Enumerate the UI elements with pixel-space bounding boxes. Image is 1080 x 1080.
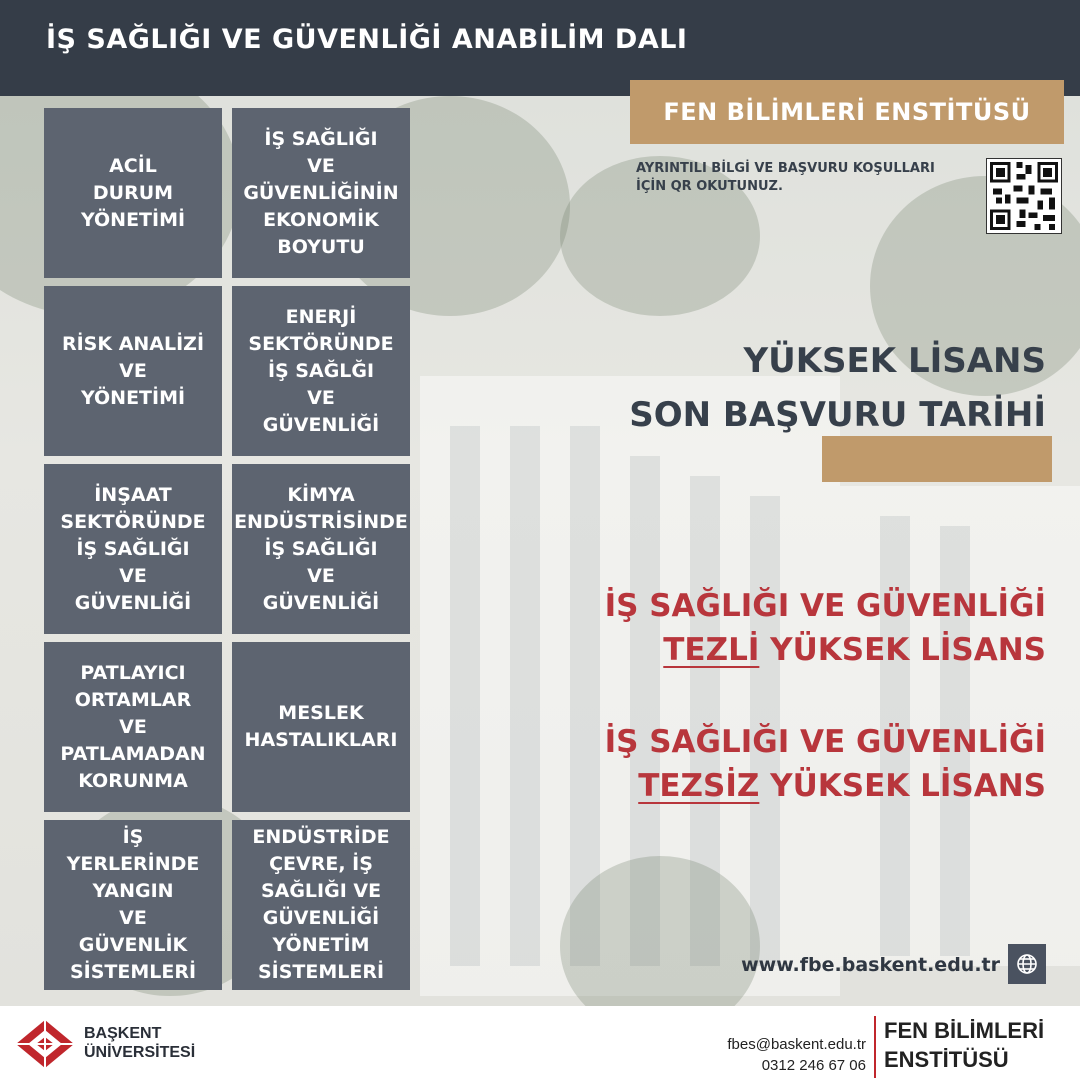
contact-phone[interactable]: 0312 246 67 06 [761, 1057, 866, 1074]
website-link[interactable]: www.fbe.baskent.edu.tr [741, 954, 1000, 976]
course-tile [44, 286, 222, 456]
university-name-line2: ÜNİVERSİTESİ [84, 1044, 196, 1061]
deadline-heading [629, 334, 1046, 442]
course-tile [44, 642, 222, 812]
footer-institute-line2: ENSTİTÜSÜ [884, 1047, 1009, 1072]
course-label: İŞ YERLERİNDE YANGIN VE GÜVENLİK SİSTEMLERİ [66, 826, 200, 983]
footer [0, 1006, 1080, 1080]
deadline-line2: SON BAŞVURU TARİHİ [629, 395, 1046, 435]
program-thesis [605, 584, 1046, 672]
globe-icon[interactable] [1008, 944, 1046, 984]
institute-badge-label: FEN BİLİMLERİ ENSTİTÜSÜ [663, 98, 1031, 126]
contact-info [727, 1034, 866, 1076]
course-label: MESLEK HASTALIKLARI [244, 702, 398, 751]
deadline-line1: YÜKSEK LİSANS [743, 341, 1046, 381]
course-tile [232, 642, 410, 812]
qr-code-icon[interactable] [986, 158, 1062, 234]
course-label: İNŞAAT SEKTÖRÜNDE İŞ SAĞLIĞI VE GÜVENLİĞİ [60, 483, 206, 614]
qr-note-line1: AYRINTILI BİLGİ VE BAŞVURU KOŞULLARI [636, 161, 935, 176]
divider [874, 1016, 876, 1078]
course-label: ENDÜSTRİDE ÇEVRE, İŞ SAĞLIĞI VE GÜVENLİĞİ YÖNETİM SİSTEMLERİ [252, 826, 390, 983]
qr-note [636, 160, 976, 196]
course-tile [232, 286, 410, 456]
program-type: TEZSİZ [638, 768, 760, 804]
course-tile [232, 464, 410, 634]
program-non-thesis [605, 720, 1046, 808]
course-tile [232, 108, 410, 278]
course-label: PATLAYICI ORTAMLAR VE PATLAMADAN KORUNMA [60, 661, 206, 792]
course-tile [44, 464, 222, 634]
page-title: İŞ SAĞLIĞI VE GÜVENLİĞİ ANABİLİM DALI [46, 24, 688, 55]
course-tile [44, 820, 222, 990]
qr-note-line2: İÇİN QR OKUTUNUZ. [636, 179, 783, 194]
university-name-line1: BAŞKENT [84, 1025, 162, 1042]
course-tile [44, 108, 222, 278]
program-line1: İŞ SAĞLIĞI VE GÜVENLİĞİ [604, 724, 1046, 760]
university-name [84, 1024, 195, 1062]
institute-badge [630, 80, 1064, 144]
program-rest: YÜKSEK LİSANS [759, 768, 1046, 804]
course-label: RİSK ANALİZİ VE YÖNETİMİ [61, 332, 205, 409]
footer-institute-line1: FEN BİLİMLERİ [884, 1018, 1045, 1043]
course-label: ENERJİ SEKTÖRÜNDE İŞ SAĞLĞI VE GÜVENLİĞİ [248, 305, 394, 436]
course-tile [232, 820, 410, 990]
program-line1: İŞ SAĞLIĞI VE GÜVENLİĞİ [604, 588, 1046, 624]
deadline-date-bar [822, 436, 1052, 482]
university-logo-icon [14, 1018, 76, 1074]
program-rest: YÜKSEK LİSANS [759, 632, 1046, 668]
course-label: İŞ SAĞLIĞI VE GÜVENLİĞİNİN EKONOMİK BOYUTU [243, 127, 399, 258]
footer-institute-name [884, 1016, 1044, 1074]
contact-email[interactable]: fbes@baskent.edu.tr [727, 1036, 866, 1053]
program-type: TEZLİ [663, 632, 760, 668]
course-label: ACİL DURUM YÖNETİMİ [80, 154, 186, 231]
course-label: KİMYA ENDÜSTRİSİNDE İŞ SAĞLIĞI VE GÜVENLİĞİ [234, 483, 408, 614]
